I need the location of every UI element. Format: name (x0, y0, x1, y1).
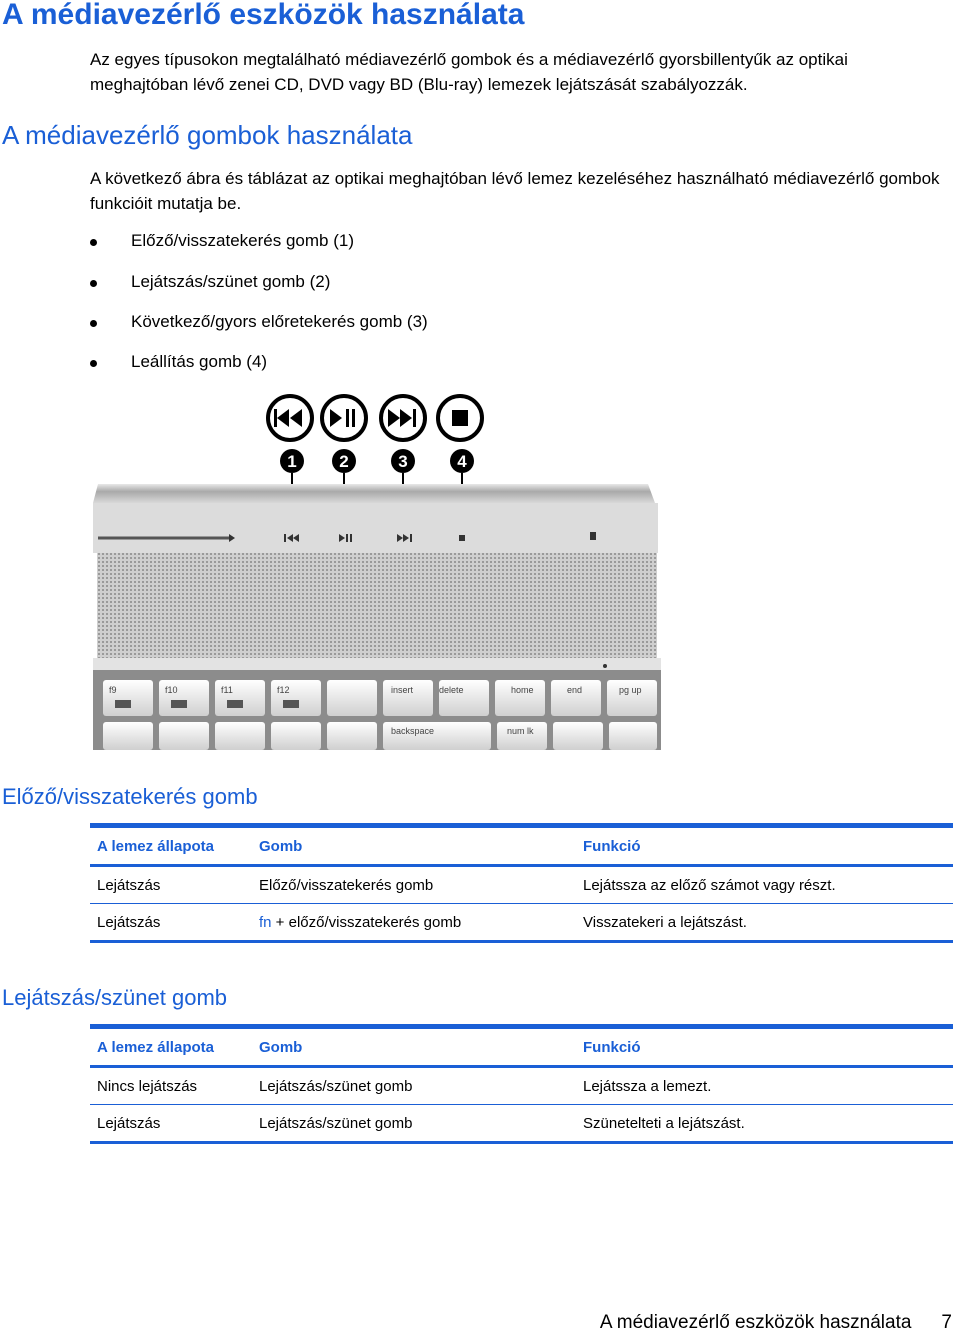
table2-heading: Lejátszás/szünet gomb (2, 985, 228, 1010)
column-header: Funkció (576, 826, 953, 866)
svg-text:delete: delete (439, 685, 464, 695)
svg-text:pg up: pg up (619, 685, 642, 695)
svg-text:1: 1 (287, 452, 297, 471)
table-cell: Lejátssza a lemezt. (576, 1067, 953, 1105)
svg-text:backspace: backspace (391, 726, 435, 736)
column-header: Gomb (252, 1027, 576, 1067)
table-cell: Nincs lejátszás (90, 1067, 252, 1105)
svg-text:f11: f11 (221, 685, 233, 695)
table-cell: Lejátszás/szünet gomb (252, 1067, 576, 1105)
previous-button-icon (268, 396, 312, 440)
column-header: Gomb (252, 826, 576, 866)
bullet-dot-icon (90, 280, 97, 287)
stop-button-icon (438, 396, 482, 440)
svg-text:3: 3 (398, 452, 408, 471)
page-footer (600, 1312, 952, 1334)
column-header: A lemez állapota (90, 1027, 252, 1067)
table1-heading: Előző/visszatekerés gomb (2, 784, 258, 809)
section-heading: A médiavezérlő gombok használata (2, 120, 413, 150)
table-row (90, 866, 953, 904)
table-cell: Szünetelteti a lejátszást. (576, 1105, 953, 1143)
svg-text:num lk: num lk (507, 726, 534, 736)
table-cell: Előző/visszatekerés gomb (252, 866, 576, 904)
fn-key-label: fn (259, 914, 272, 931)
svg-text:2: 2 (339, 452, 349, 471)
table-cell: Lejátszás (90, 866, 252, 904)
svg-text:4: 4 (457, 452, 467, 471)
svg-text:f12: f12 (277, 685, 290, 695)
next-button-icon (381, 396, 425, 440)
bullet-dot-icon (90, 239, 97, 246)
table-row (90, 1105, 953, 1143)
svg-text:insert: insert (391, 685, 414, 695)
table-cell: fn + előző/visszatekerés gomb (252, 904, 576, 942)
bullet-dot-icon (90, 360, 97, 367)
table-play-pause (90, 1024, 953, 1144)
table-cell: Lejátszás (90, 1105, 252, 1143)
table-row (90, 1067, 953, 1105)
table-row (90, 904, 953, 942)
svg-text:f10: f10 (165, 685, 178, 695)
svg-text:f9: f9 (109, 685, 117, 695)
svg-text:end: end (567, 685, 583, 695)
table-previous-rewind (90, 823, 953, 943)
table-header-row (90, 1027, 953, 1067)
footer-chapter: A médiavezérlő eszközök használata (599, 1312, 912, 1333)
intro-paragraph: Az egyes típusokon megtalálható médiavezérlő gombok és a médiavezérlő gyorsbillentyűk az optikai meghajtóban lévő zenei CD, DVD vagy BD (Blu-ray) lemezek lejátszását szabályozzák. (90, 50, 848, 94)
table-cell: Lejátssza az előző számot vagy részt. (576, 866, 953, 904)
column-header: A lemez állapota (90, 826, 252, 866)
table-cell: Lejátszás/szünet gomb (252, 1105, 576, 1143)
table-header-row (90, 826, 953, 866)
page-number: 7 (941, 1312, 952, 1333)
column-header: Funkció (576, 1027, 953, 1067)
media-buttons-figure (93, 388, 661, 750)
section-paragraph: A következő ábra és táblázat az optikai meghajtóban lévő lemez kezeléséhez használható médiavezérlő gombok funkcióit mutatja be. (90, 169, 940, 213)
page-title: A médiavezérlő eszközök használata (2, 0, 525, 31)
svg-text:home: home (511, 685, 534, 695)
play-pause-button-icon (322, 396, 366, 440)
table-cell: Visszatekeri a lejátszást. (576, 904, 953, 942)
table-cell: Lejátszás (90, 904, 252, 942)
bullet-dot-icon (90, 320, 97, 327)
